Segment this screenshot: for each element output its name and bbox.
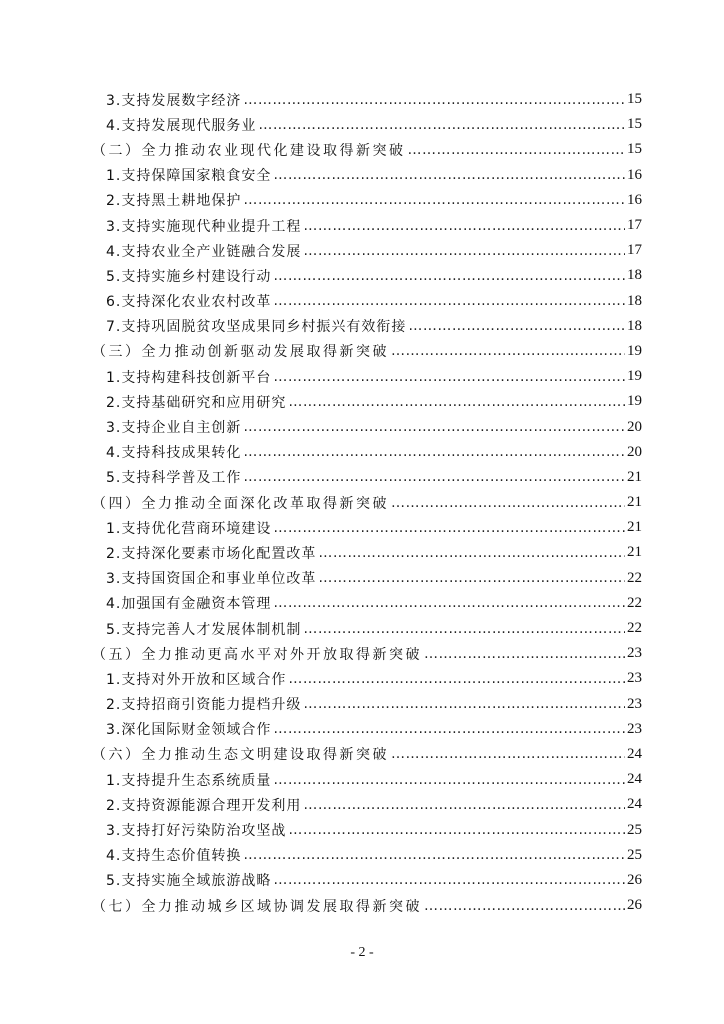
toc-entry-title: 3.支持企业自主创新 bbox=[106, 420, 242, 437]
toc-entry-title: （五）全力推动更高水平对外开放取得新突破 bbox=[92, 646, 422, 663]
toc-page-number: 21 bbox=[627, 544, 642, 561]
dot-leader bbox=[303, 797, 625, 813]
toc-entry-title: 2.支持基础研究和应用研究 bbox=[106, 394, 287, 411]
toc-page-number: 18 bbox=[627, 317, 642, 334]
toc-page-number: 26 bbox=[627, 871, 642, 888]
toc-page-number: 15 bbox=[627, 116, 642, 133]
dot-leader bbox=[408, 318, 625, 334]
toc-page-number: 17 bbox=[627, 242, 642, 259]
toc-page-number: 24 bbox=[627, 771, 642, 788]
page-number: - 2 - bbox=[350, 945, 374, 960]
toc-entry-title: 1.支持构建科技创新平台 bbox=[106, 369, 272, 386]
toc-page-number: 26 bbox=[627, 897, 642, 914]
toc-entry-title: 5.支持科学普及工作 bbox=[106, 470, 242, 487]
toc-entry[interactable] bbox=[92, 188, 642, 213]
dot-leader bbox=[243, 469, 625, 485]
toc-entry[interactable] bbox=[92, 440, 642, 465]
dot-leader bbox=[303, 696, 625, 712]
toc-page-number: 16 bbox=[627, 166, 642, 183]
dot-leader bbox=[243, 192, 625, 208]
toc-entry[interactable] bbox=[92, 692, 642, 717]
toc-page-number: 22 bbox=[627, 620, 642, 637]
toc-entry-title: 2.支持资源能源合理开发利用 bbox=[106, 797, 302, 814]
dot-leader bbox=[273, 369, 625, 385]
toc-section-entry[interactable] bbox=[92, 490, 642, 515]
toc-entry[interactable] bbox=[92, 843, 642, 868]
toc-entry-title: 2.支持黑土耕地保护 bbox=[106, 193, 242, 210]
toc-entry-title: 1.支持对外开放和区域合作 bbox=[106, 671, 287, 688]
toc-entry[interactable] bbox=[92, 515, 642, 540]
dot-leader bbox=[391, 746, 625, 762]
toc-page-number: 22 bbox=[627, 594, 642, 611]
dot-leader bbox=[243, 444, 625, 460]
toc-entry-title: 5.支持实施乡村建设行动 bbox=[106, 268, 272, 285]
toc-entry-title: 5.支持完善人才发展体制机制 bbox=[106, 621, 302, 638]
toc-entry-title: 4.加强国有金融资本管理 bbox=[106, 596, 272, 613]
dot-leader bbox=[288, 671, 625, 687]
toc-entry-title: 1.支持提升生态系统质量 bbox=[106, 772, 272, 789]
toc-entry[interactable] bbox=[92, 213, 642, 238]
toc-entry-title: 3.深化国际财金领域合作 bbox=[106, 722, 272, 739]
toc-page-number: 21 bbox=[627, 494, 642, 511]
dot-leader bbox=[391, 495, 625, 511]
toc-page-number: 23 bbox=[627, 720, 642, 737]
toc-entry[interactable] bbox=[92, 364, 642, 389]
toc-entry[interactable] bbox=[92, 465, 642, 490]
toc-page-number: 15 bbox=[627, 91, 642, 108]
toc-page-number: 18 bbox=[627, 292, 642, 309]
toc-entry-title: 2.支持招商引资能力提档升级 bbox=[106, 697, 302, 714]
toc-entry-title: 3.支持国资国企和事业单位改革 bbox=[106, 571, 317, 588]
dot-leader bbox=[273, 772, 625, 788]
toc-entry[interactable] bbox=[92, 566, 642, 591]
toc-page-number: 21 bbox=[627, 519, 642, 536]
dot-leader bbox=[273, 595, 625, 611]
toc-page-number: 23 bbox=[627, 695, 642, 712]
toc-entry-title: 4.支持科技成果转化 bbox=[106, 445, 242, 462]
toc-page-number: 18 bbox=[627, 267, 642, 284]
toc-entry[interactable] bbox=[92, 263, 642, 288]
toc-page-number: 24 bbox=[627, 796, 642, 813]
dot-leader bbox=[288, 822, 625, 838]
toc-entry[interactable] bbox=[92, 717, 642, 742]
toc-entry-title: 5.支持实施全域旅游战略 bbox=[106, 873, 272, 890]
dot-leader bbox=[303, 218, 625, 234]
toc-page-number: 25 bbox=[627, 846, 642, 863]
toc-page-number: 22 bbox=[627, 569, 642, 586]
toc-entry[interactable] bbox=[92, 238, 642, 263]
toc-entry-title: 4.支持农业全产业链融合发展 bbox=[106, 243, 302, 260]
dot-leader bbox=[258, 117, 625, 133]
dot-leader bbox=[243, 847, 625, 863]
toc-entry-title: 1.支持优化营商环境建设 bbox=[106, 520, 272, 537]
toc-entry[interactable] bbox=[92, 767, 642, 792]
toc-page-number: 21 bbox=[627, 468, 642, 485]
dot-leader bbox=[408, 142, 626, 158]
toc-entry[interactable] bbox=[92, 616, 642, 641]
dot-leader bbox=[424, 646, 625, 662]
dot-leader bbox=[303, 621, 625, 637]
toc-entry-title: （二）全力推动农业现代化建设取得新突破 bbox=[92, 142, 406, 159]
toc-page-number: 19 bbox=[627, 342, 642, 359]
toc-section-entry[interactable] bbox=[92, 339, 642, 364]
toc-page-number: 23 bbox=[627, 670, 642, 687]
toc-entry[interactable] bbox=[92, 540, 642, 565]
toc-entry-title: （六）全力推动生态文明建设取得新突破 bbox=[92, 747, 389, 764]
toc-entry[interactable] bbox=[92, 792, 642, 817]
dot-leader bbox=[243, 92, 625, 108]
dot-leader bbox=[273, 293, 625, 309]
toc-page-number: 20 bbox=[627, 443, 642, 460]
dot-leader bbox=[288, 394, 625, 410]
toc-entry[interactable] bbox=[92, 414, 642, 439]
dot-leader bbox=[318, 570, 625, 586]
toc-entry[interactable] bbox=[92, 112, 642, 137]
toc-page-number: 19 bbox=[627, 393, 642, 410]
table-of-contents bbox=[92, 87, 642, 918]
toc-entry-title: 3.支持打好污染防治攻坚战 bbox=[106, 823, 287, 840]
toc-page-number: 15 bbox=[627, 141, 642, 158]
toc-page-number: 25 bbox=[627, 821, 642, 838]
toc-entry-title: 1.支持保障国家粮食安全 bbox=[106, 168, 272, 185]
toc-page-number: 16 bbox=[627, 191, 642, 208]
dot-leader bbox=[391, 343, 625, 359]
dot-leader bbox=[243, 419, 625, 435]
toc-page-number: 19 bbox=[627, 368, 642, 385]
toc-section-entry[interactable] bbox=[92, 641, 642, 666]
toc-entry-title: 2.支持深化要素市场化配置改革 bbox=[106, 545, 317, 562]
toc-page-number: 23 bbox=[627, 645, 642, 662]
dot-leader bbox=[303, 243, 625, 259]
toc-entry[interactable] bbox=[92, 87, 642, 112]
toc-entry[interactable] bbox=[92, 163, 642, 188]
dot-leader bbox=[273, 268, 625, 284]
toc-entry-title: 3.支持实施现代种业提升工程 bbox=[106, 218, 302, 235]
dot-leader bbox=[273, 721, 625, 737]
toc-entry-title: （七）全力推动城乡区域协调发展取得新突破 bbox=[92, 898, 422, 915]
dot-leader bbox=[318, 545, 625, 561]
toc-page-number: 24 bbox=[627, 745, 642, 762]
toc-entry[interactable] bbox=[92, 314, 642, 339]
dot-leader bbox=[424, 898, 625, 914]
toc-section-entry[interactable] bbox=[92, 893, 642, 918]
dot-leader bbox=[273, 872, 625, 888]
toc-entry-title: （四）全力推动全面深化改革取得新突破 bbox=[92, 495, 389, 512]
toc-section-entry[interactable] bbox=[92, 137, 642, 162]
toc-entry-title: 6.支持深化农业农村改革 bbox=[106, 294, 272, 311]
toc-entry-title: 3.支持发展数字经济 bbox=[106, 92, 242, 109]
toc-entry-title: 4.支持发展现代服务业 bbox=[106, 117, 257, 134]
toc-page-number: 17 bbox=[627, 217, 642, 234]
toc-entry[interactable] bbox=[92, 389, 642, 414]
dot-leader bbox=[273, 167, 625, 183]
toc-entry[interactable] bbox=[92, 289, 642, 314]
toc-entry[interactable] bbox=[92, 666, 642, 691]
toc-entry[interactable] bbox=[92, 817, 642, 842]
toc-entry-title: 7.支持巩固脱贫攻坚成果同乡村振兴有效衔接 bbox=[106, 319, 407, 336]
dot-leader bbox=[273, 520, 625, 536]
toc-entry-title: 4.支持生态价值转换 bbox=[106, 848, 242, 865]
toc-page-number: 20 bbox=[627, 418, 642, 435]
toc-entry-title: （三）全力推动创新驱动发展取得新突破 bbox=[92, 344, 389, 361]
toc-section-entry[interactable] bbox=[92, 742, 642, 767]
toc-entry[interactable] bbox=[92, 868, 642, 893]
toc-entry[interactable] bbox=[92, 591, 642, 616]
